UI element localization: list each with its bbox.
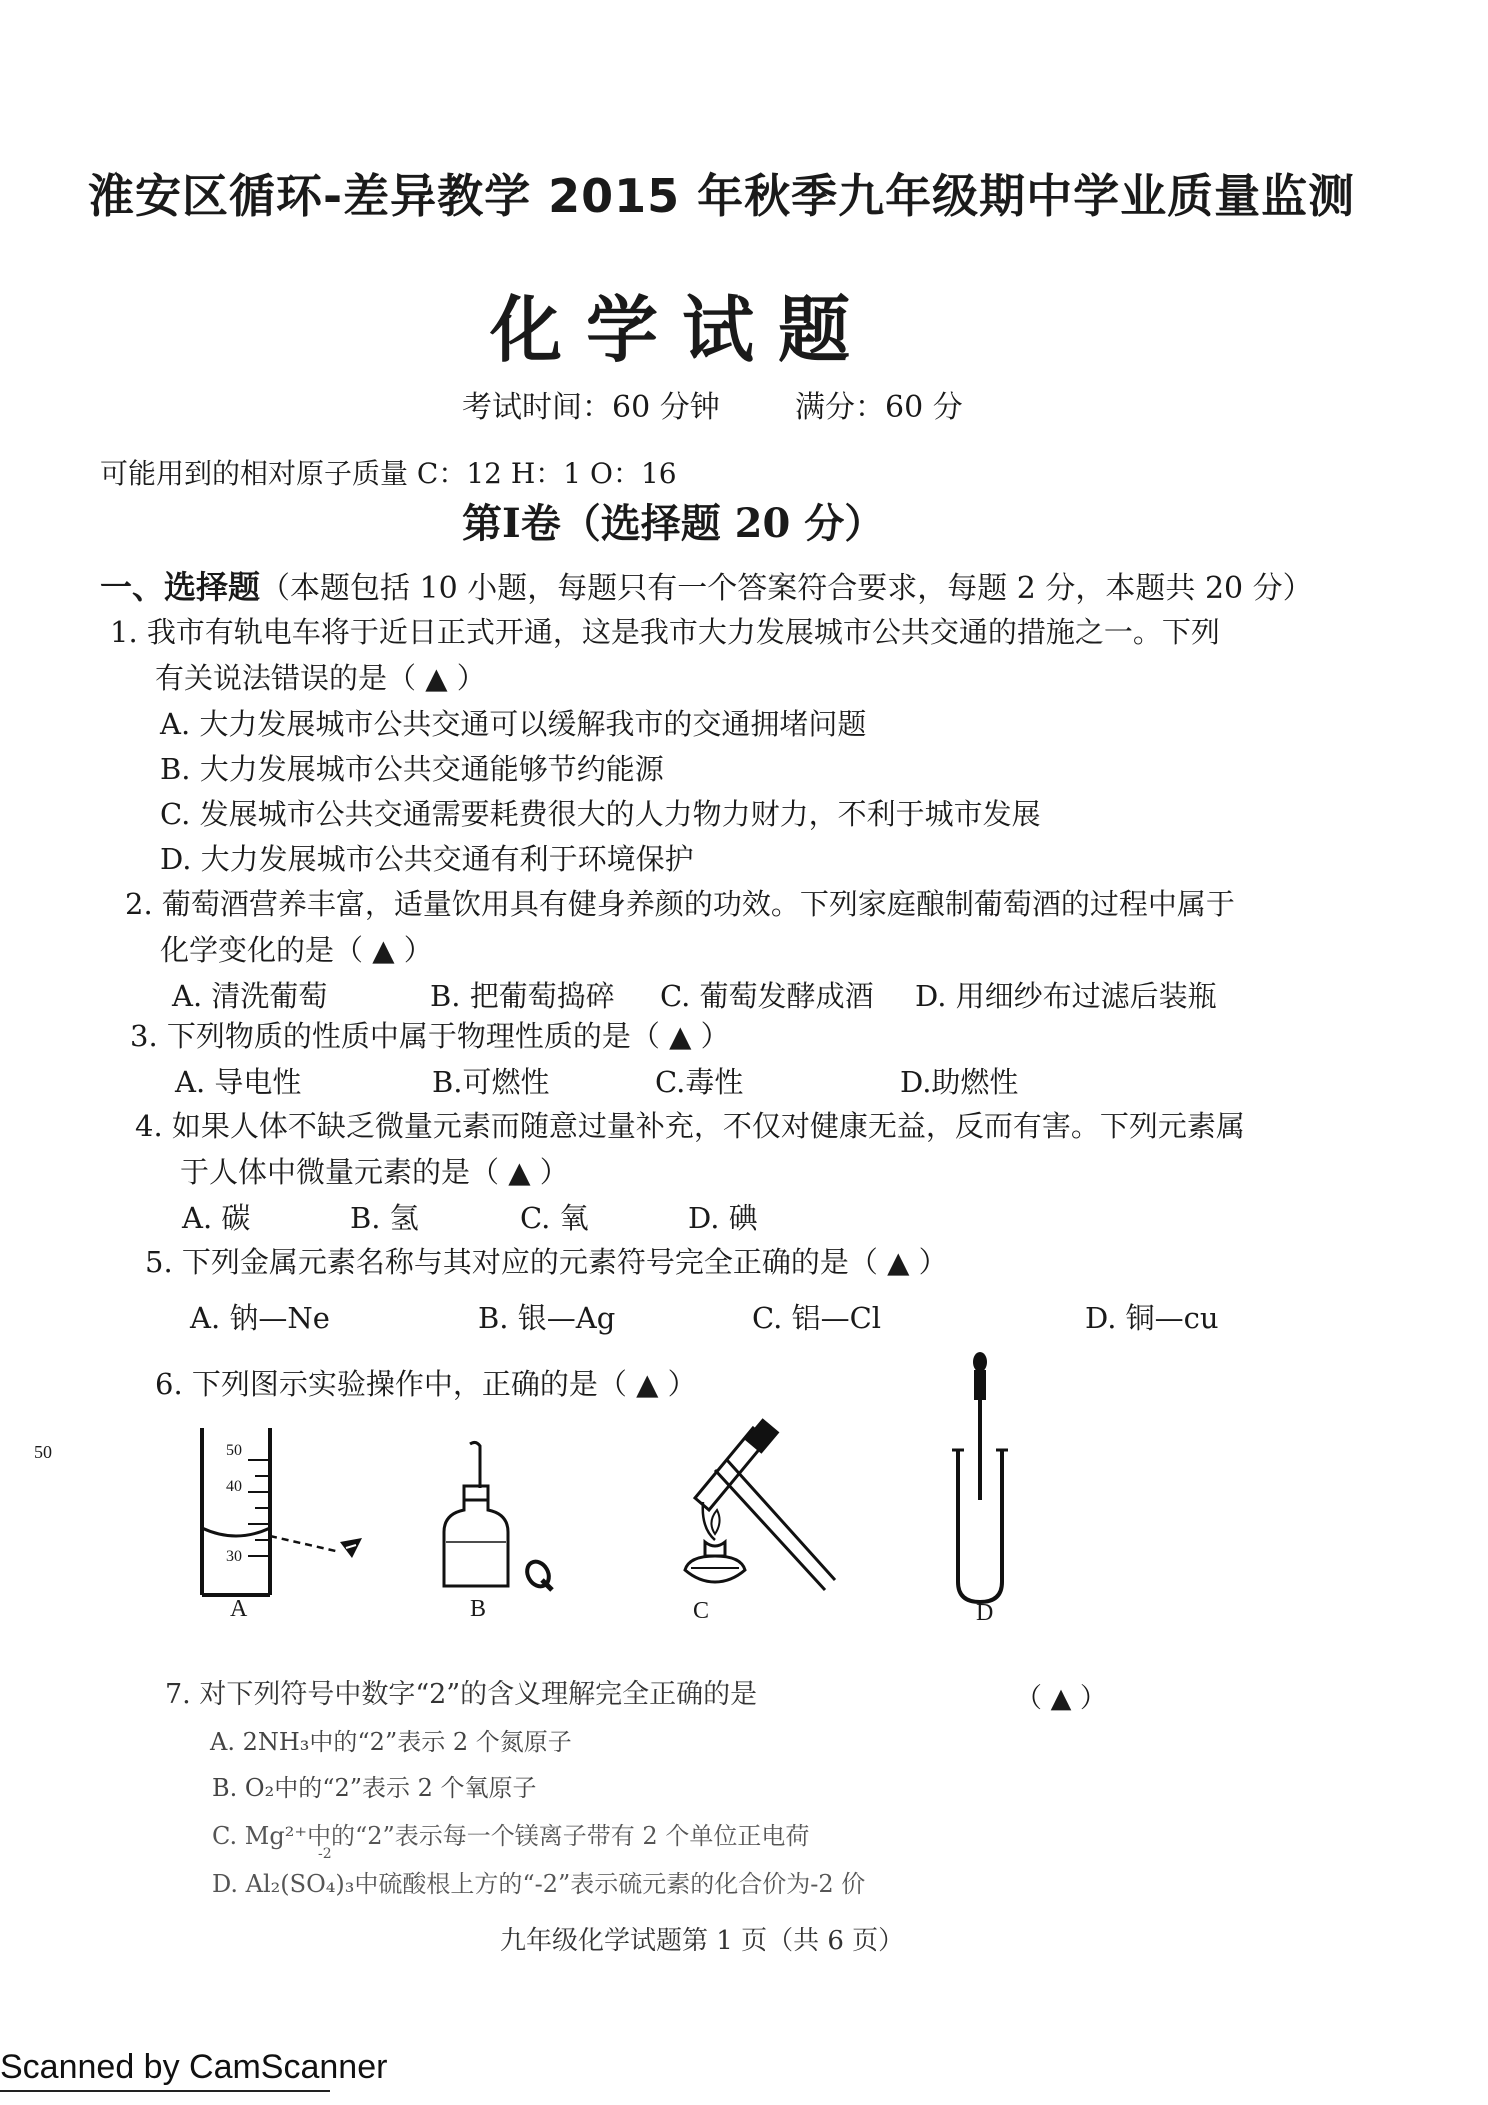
question-4-stem-line1: 4. 如果人体不缺乏微量元素而随意过量补充，不仅对健康无益，反而有害。下列元素属	[135, 1109, 1245, 1143]
question-7-answer-blank: （ ▲ ）	[1015, 1683, 1107, 1714]
part-name: 一、选择题	[100, 568, 261, 606]
question-1-option-b: B. 大力发展城市公共交通能够节约能源	[160, 752, 664, 786]
full-score: 满分：60 分	[795, 390, 963, 425]
question-3-option-b: B.可燃性	[432, 1065, 550, 1099]
question-1-stem-line2: 有关说法错误的是（ ▲ ）	[155, 661, 486, 695]
question-4-option-a: A. 碳	[182, 1201, 251, 1235]
figure-b-reagent-bottle	[430, 1440, 570, 1600]
question-5-stem: 5. 下列金属元素名称与其对应的元素符号完全正确的是（ ▲ ）	[145, 1245, 948, 1279]
figure-c-heating-tube	[675, 1410, 865, 1610]
subject-title: 化学试题	[490, 287, 875, 372]
question-5-option-b: B. 银—Ag	[478, 1301, 616, 1335]
exam-header-title: 淮安区循环-差异教学 2015 年秋季九年级期中学业质量监测	[88, 169, 1356, 223]
figure-b-label: B	[470, 1596, 487, 1622]
question-2-stem-line2: 化学变化的是（ ▲ ）	[160, 933, 433, 967]
question-1-option-d: D. 大力发展城市公共交通有利于环境保护	[160, 842, 694, 876]
part-heading	[100, 562, 1313, 608]
question-7-option-c: C. Mg²⁺中的“2”表示每一个镁离子带有 2 个单位正电荷	[212, 1822, 810, 1850]
figure-c-label: C	[693, 1598, 710, 1624]
question-1-stem-line1: 1. 我市有轨电车将于近日正式开通，这是我市大力发展城市公共交通的措施之一。下列	[110, 615, 1220, 649]
cylinder-tick-30-label: 30	[226, 1548, 242, 1565]
figure-d-dropper-tube	[940, 1350, 1020, 1610]
question-4-stem-line2: 于人体中微量元素的是（ ▲ ）	[180, 1155, 569, 1189]
question-5-option-c: C. 铝—Cl	[752, 1301, 882, 1335]
question-2-option-b: B. 把葡萄捣碎	[430, 979, 615, 1013]
cylinder-tick-50-label: 50	[226, 1442, 242, 1459]
figure-a-label: A	[230, 1596, 248, 1622]
question-7-charge-mark: -2	[318, 1846, 332, 1862]
figure-a-cylinder-reading	[190, 1420, 390, 1620]
camscanner-watermark: Scanned by CamScanner	[0, 2048, 388, 2086]
question-6-stem: 6. 下列图示实验操作中，正确的是（ ▲ ）	[155, 1367, 697, 1401]
watermark-underline	[0, 2090, 330, 2092]
exam-time: 考试时间：60 分钟	[462, 390, 720, 425]
question-4-option-d: D. 碘	[688, 1201, 758, 1235]
question-3-option-d: D.助燃性	[900, 1065, 1019, 1099]
question-7-stem: 7. 对下列符号中数字“2”的含义理解完全正确的是	[165, 1679, 758, 1710]
question-4-option-b: B. 氢	[350, 1201, 419, 1235]
part-note: （本题包括 10 小题，每题只有一个答案符合要求，每题 2 分，本题共 20 分）	[260, 571, 1313, 606]
question-1-option-a: A. 大力发展城市公共交通可以缓解我市的交通拥堵问题	[160, 707, 867, 741]
question-5-option-d: D. 铜—cu	[1085, 1301, 1219, 1335]
cylinder-tick-40-label: 40	[226, 1478, 242, 1495]
section-title: 第Ⅰ卷（选择题 20 分）	[462, 500, 885, 547]
question-2-option-d: D. 用细纱布过滤后装瓶	[915, 979, 1217, 1013]
question-7-option-a: A. 2NH₃中的“2”表示 2 个氮原子	[210, 1728, 572, 1756]
question-7-option-b: B. O₂中的“2”表示 2 个氧原子	[212, 1774, 537, 1802]
question-3-option-a: A. 导电性	[175, 1065, 302, 1099]
question-2-stem-line1: 2. 葡萄酒营养丰富，适量饮用具有健身养颜的功效。下列家庭酿制葡萄酒的过程中属于	[125, 887, 1235, 921]
question-2-option-a: A. 清洗葡萄	[172, 979, 328, 1013]
question-4-option-c: C. 氧	[520, 1201, 589, 1235]
cylinder-tick-50: 50	[34, 1442, 52, 1462]
question-2-option-c: C. 葡萄发酵成酒	[660, 979, 874, 1013]
atomic-masses: 可能用到的相对原子质量 C：12 H：1 O：16	[100, 457, 677, 490]
question-7-option-d: D. Al₂(SO₄)₃中硫酸根上方的“-2”表示硫元素的化合价为-2 价	[212, 1870, 866, 1898]
question-1-option-c: C. 发展城市公共交通需要耗费很大的人力物力财力，不利于城市发展	[160, 797, 1041, 831]
question-5-option-a: A. 钠—Ne	[190, 1301, 330, 1335]
page-footer: 九年级化学试题第 1 页（共 6 页）	[500, 1926, 905, 1956]
figure-d-label: D	[976, 1600, 994, 1626]
question-3-stem: 3. 下列物质的性质中属于物理性质的是（ ▲ ）	[130, 1019, 730, 1053]
question-3-option-c: C.毒性	[655, 1065, 744, 1099]
